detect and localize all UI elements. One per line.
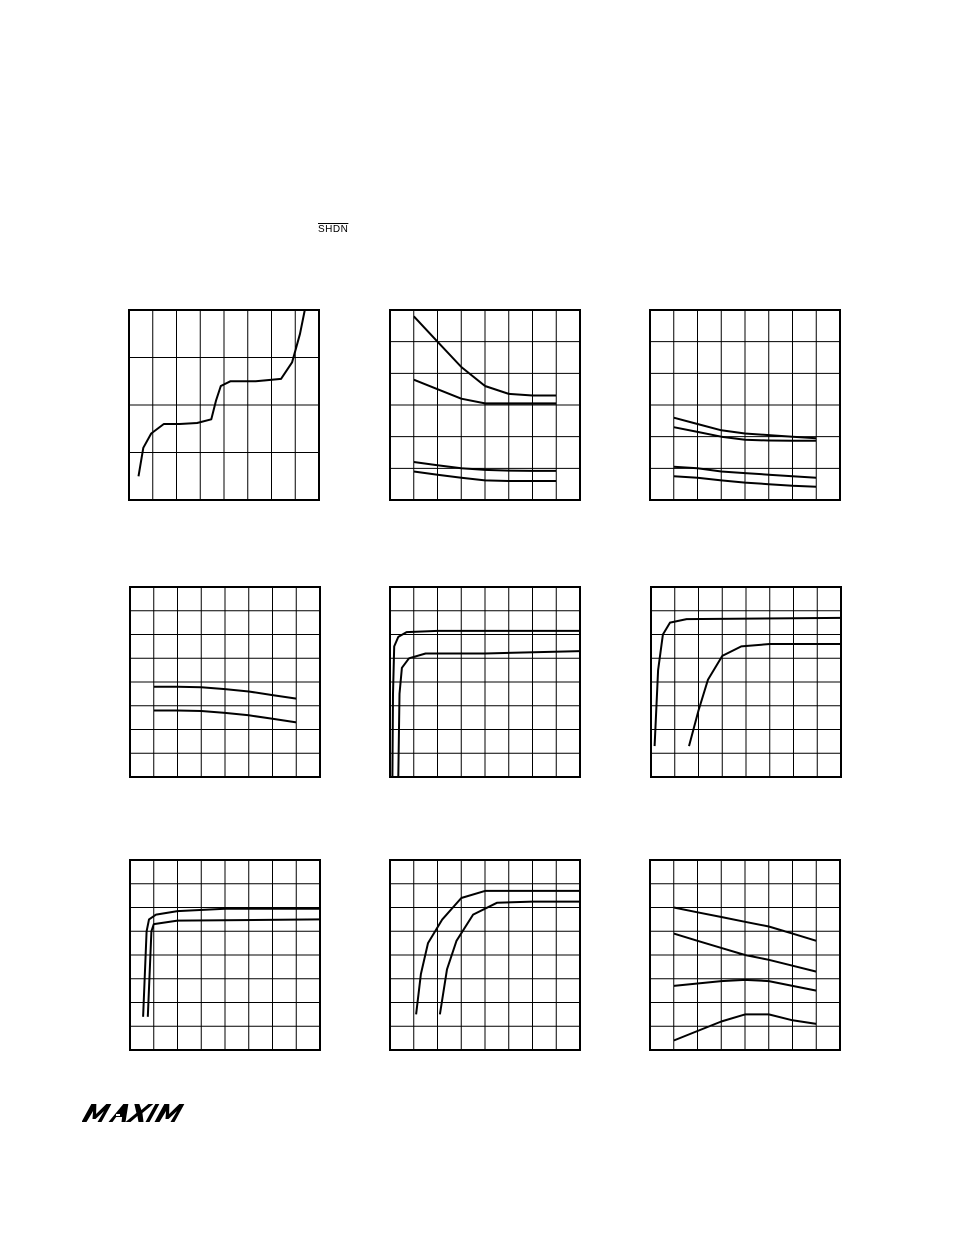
chart-panel-8 [389, 859, 581, 1051]
chart-svg [389, 586, 581, 778]
chart-svg [650, 586, 842, 778]
series-line-2 [689, 644, 841, 746]
series-line-2 [398, 651, 580, 777]
chart-svg [129, 586, 321, 778]
chart-panel-7 [129, 859, 321, 1051]
chart-panel-9 [649, 859, 841, 1051]
chart-svg [649, 859, 841, 1051]
chart-panel-6 [650, 586, 842, 778]
chart-panel-3 [649, 309, 841, 501]
series-line-1 [416, 891, 580, 1015]
chart-panel-4 [129, 586, 321, 778]
chart-panel-2 [389, 309, 581, 501]
chart-panel-5 [389, 586, 581, 778]
series-line-1 [143, 909, 320, 1017]
chart-svg [389, 859, 581, 1051]
chart-svg [649, 309, 841, 501]
series-line-1 [139, 310, 305, 476]
chart-panel-1 [128, 309, 320, 501]
maxim-logo [82, 1102, 192, 1129]
chart-svg [129, 859, 321, 1051]
chart-svg [128, 309, 320, 501]
shdn-signal-label: SHDN [318, 224, 349, 235]
chart-svg [389, 309, 581, 501]
